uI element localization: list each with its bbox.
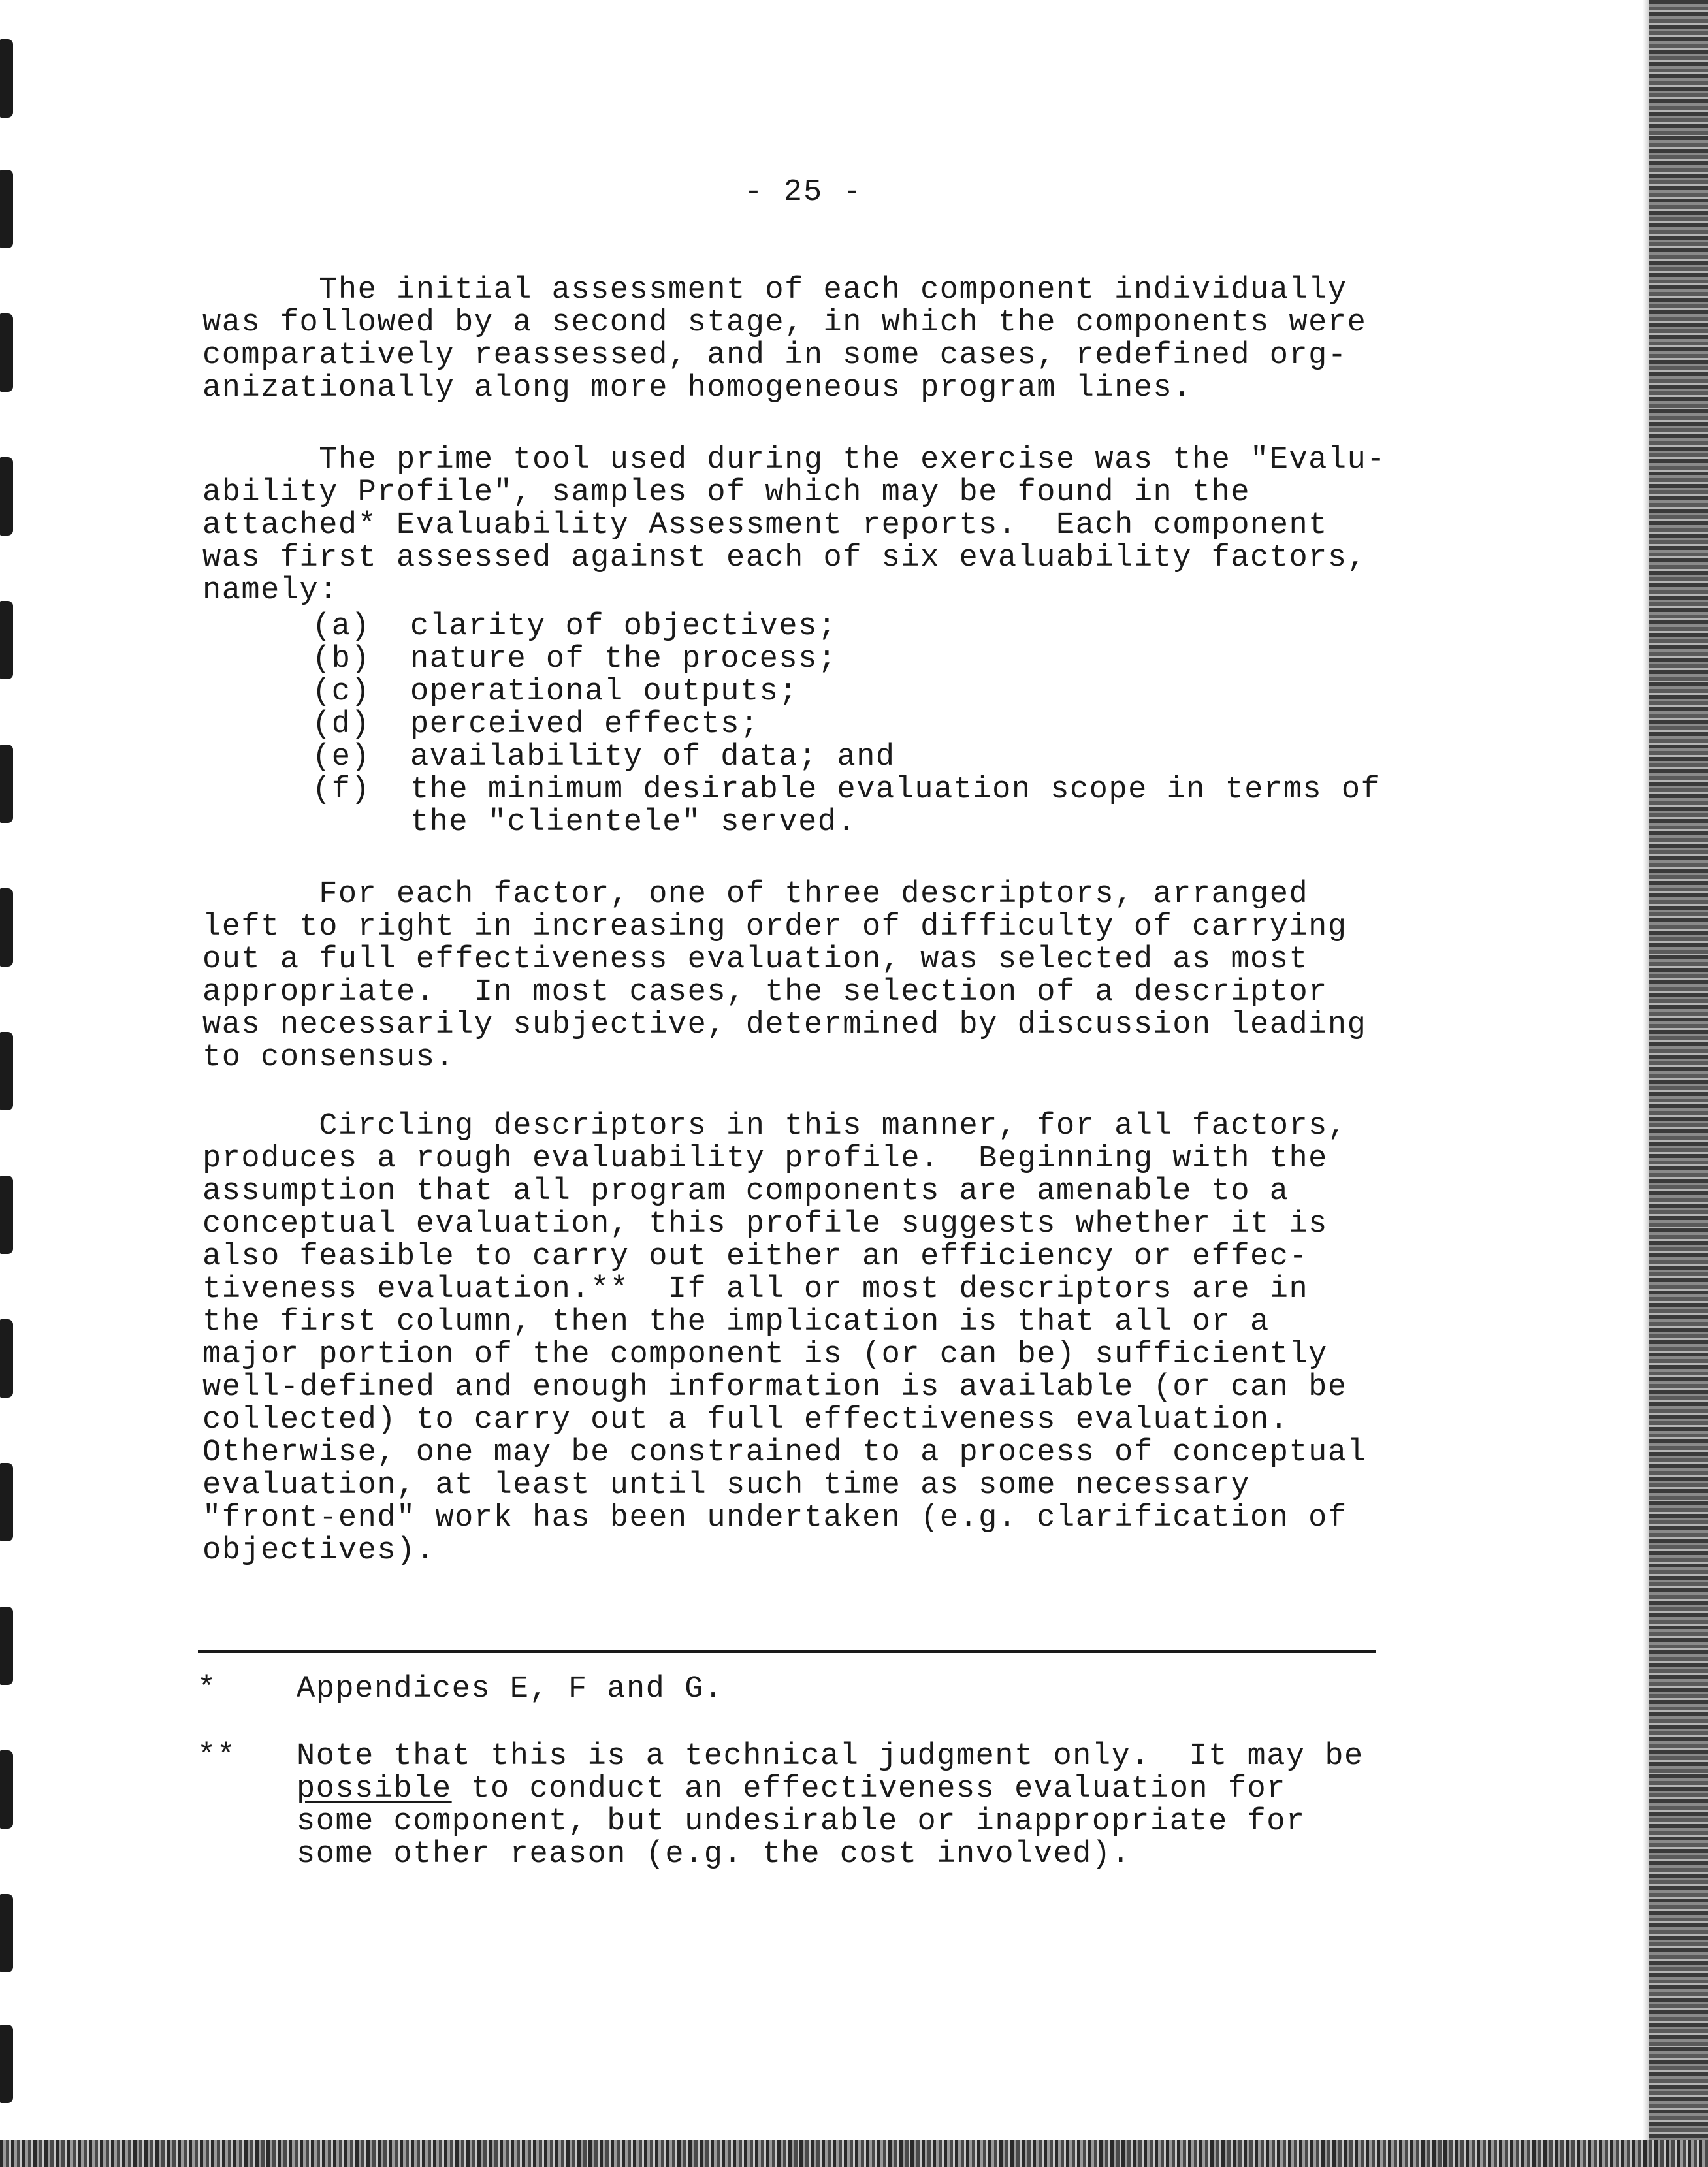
paragraph-descriptors: For each factor, one of three descriptors, arranged left to right in increasing order of difficulty of carrying out a full effectiveness evaluation, was selected as most appropriate. In most cases, the selection of a descriptor was necessarily subjective, determined by discussion leading to consensus. <box>202 877 1367 1075</box>
list-item <box>312 643 1455 676</box>
list-item <box>312 774 1455 839</box>
footnote-text <box>297 1741 1364 1871</box>
factor-text: the minimum desirable evaluation scope in terms of the "clientele" served. <box>410 773 1381 840</box>
paragraph-prime-tool: The prime tool used during the exercise was the "Evalu- ability Profile", samples of which may be found in the attached* Evaluability Assessment reports. Each component was first assessed against each of six evaluability factors, namely: <box>202 443 1386 608</box>
paragraph-circling-descriptors: Circling descriptors in this manner, for all factors, produces a rough evaluability profile. Beginning with the assumption that all program components are amenable to a conceptual evaluation, this profile suggests whether it is also feasible to carry out either an efficiency or effec- tiveness evaluation.** If all or most descriptors are in the first column, then the implication is that all or a major portion of the component is (or can be) sufficiently well-defined and enough information is available (or can be collected) to carry out a full effectiveness evaluation. Otherwise, one may be constrained to a process of conceptual evaluation, at least until such time as some necessary "front-end" work has been undertaken (e.g. clarification of objectives). <box>202 1109 1367 1568</box>
footnote-marker: * <box>197 1672 217 1707</box>
factor-label: (d) <box>312 707 371 742</box>
factor-text: operational outputs; <box>410 675 799 709</box>
scan-edge-right <box>1649 0 1708 2167</box>
factor-label: (b) <box>312 642 371 677</box>
list-item <box>312 676 1455 709</box>
list-item <box>312 709 1455 741</box>
footnote-text-after: to conduct an effectiveness evaluation for some component, but undesirable or inappropriate for some other reason (e.g. the cost involved). <box>297 1772 1306 1872</box>
paragraph-initial-assessment: The initial assessment of each component individually was followed by a second stage, in which the components were comparatively reassessed, and in some cases, redefined org- anizationally along more homogeneous program lines. <box>202 273 1367 406</box>
list-item <box>312 741 1455 774</box>
factor-label: (e) <box>312 740 371 775</box>
factor-text: nature of the process; <box>410 642 837 677</box>
footnote-marker: ** <box>197 1739 236 1774</box>
footnote-text-before: Note that this is a technical judgment only. It may be <box>297 1739 1364 1774</box>
scan-edge-bottom <box>0 2140 1708 2167</box>
footnote-text: Appendices E, F and G. <box>297 1672 724 1707</box>
footnote-divider <box>198 1650 1376 1653</box>
binding-hole-shadows <box>0 39 17 2096</box>
factor-label: (a) <box>312 609 371 644</box>
factor-label: (f) <box>312 773 371 807</box>
factor-label: (c) <box>312 675 371 709</box>
underlined-word: possible <box>297 1772 452 1806</box>
footnote-technical-judgment <box>197 1741 1406 1871</box>
factor-text: clarity of objectives; <box>410 609 837 644</box>
page-number: - 25 - <box>744 175 863 210</box>
footnote-appendices <box>197 1673 1406 1706</box>
factor-text: availability of data; and <box>410 740 895 775</box>
list-item <box>312 611 1455 643</box>
factor-text: perceived effects; <box>410 707 760 742</box>
